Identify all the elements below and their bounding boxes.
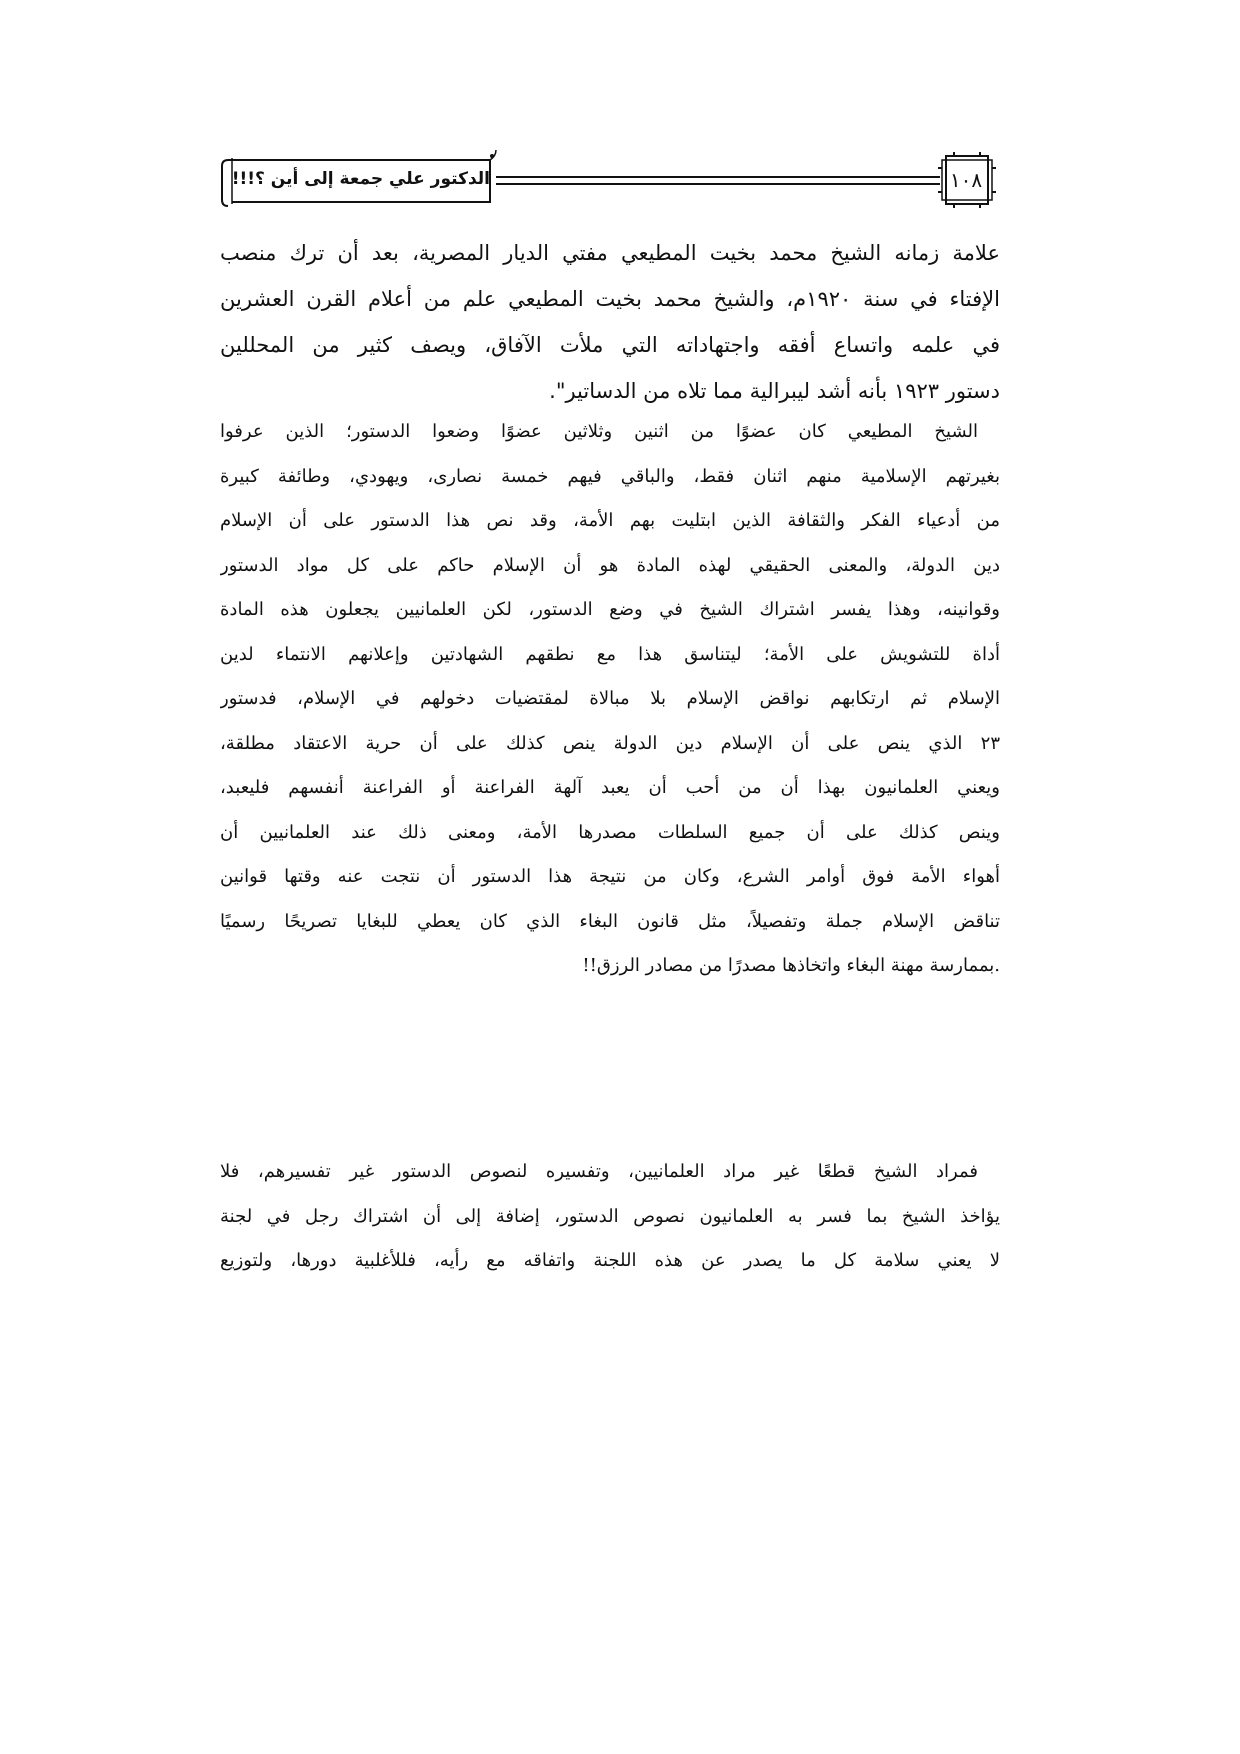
text-line: الشيخ المطيعي كان عضوًا من اثنين وثلاثين عضوًا وضعوا الدستور؛ الذين عرفوا	[220, 421, 978, 442]
text-line: من أدعياء الفكر والثقافة الذين ابتليت بهم الأمة، وقد نص هذا الدستور على أن الإسلام	[220, 510, 1000, 531]
page-header	[218, 150, 1000, 212]
text-line: ٢٣ الذي ينص على أن الإسلام دين الدولة ينص كذلك على أن حرية الاعتقاد مطلقة،	[220, 732, 1000, 754]
text-line: أداة للتشويش على الأمة؛ ليتناسق هذا مع نطقهم الشهادتين وإعلانهم الانتماء لدين	[220, 643, 1000, 665]
text-line: في علمه واتساع أفقه واجتهاداته التي ملأت الآفاق، ويصف كثير من المحللين	[220, 333, 1000, 357]
body-paragraph-2	[220, 1150, 1000, 1284]
text-line: فمراد الشيخ قطعًا غير مراد العلمانيين، وتفسيره لنصوص الدستور غير تفسيرهم، فلا	[220, 1161, 978, 1182]
text-line: دستور ١٩٢٣ بأنه أشد ليبرالية مما تلاه من الدساتير".	[549, 379, 1000, 403]
text-line: أهواء الأمة فوق أوامر الشرع، وكان من نتيجة هذا الدستور أن نتجت عنه وقتها قوانين	[220, 866, 1000, 887]
text-line: وينص كذلك على أن جميع السلطات مصدرها الأمة، ومعنى ذلك عند العلمانيين أن	[220, 821, 1000, 843]
text-line: دين الدولة، والمعنى الحقيقي لهذه المادة هو أن الإسلام حاكم على كل مواد الدستور	[220, 554, 1000, 576]
text-line: يؤاخذ الشيخ بما فسر به العلمانيون نصوص الدستور، إضافة إلى أن اشتراك رجل في لجنة	[220, 1205, 1000, 1227]
text-line: تناقض الإسلام جملة وتفصيلاً، مثل قانون البغاء الذي كان يعطي للبغايا تصريحًا رسميًا	[220, 910, 1000, 932]
page-number: ١٠٨	[949, 168, 983, 192]
text-line: علامة زمانه الشيخ محمد بخيت المطيعي مفتي الديار المصرية، بعد أن ترك منصب	[220, 241, 1000, 265]
text-line: الإسلام ثم ارتكابهم نواقض الإسلام بلا مبالاة لمقتضيات دخولهم في الإسلام، فدستور	[220, 688, 1000, 709]
text-line: ويعني العلمانيون بهذا أن من أحب أن يعبد آلهة الفراعنة أو الفراعنة أنفسهم فليعبد،	[220, 777, 1000, 798]
body-paragraph	[220, 410, 1000, 989]
text-line: .بممارسة مهنة البغاء واتخاذها مصدرًا من مصادر الرزق!!	[582, 955, 1000, 976]
intro-paragraph	[220, 230, 1000, 414]
text-line: الإفتاء في سنة ١٩٢٠م، والشيخ محمد بخيت المطيعي علم من أعلام القرن العشرين	[220, 287, 1000, 311]
text-line: وقوانينه، وهذا يفسر اشتراك الشيخ في وضع الدستور، لكن العلمانيين يجعلون هذه المادة	[220, 599, 1000, 620]
text-line: لا يعني سلامة كل ما يصدر عن هذه اللجنة واتفاقه مع رأيه، فللأغلبية دورها، ولتوزيع	[220, 1250, 1000, 1271]
text-line: بغيرتهم الإسلامية منهم اثنان فقط، والباقي فيهم خمسة نصارى، ويهودي، وطائفة كبيرة	[220, 465, 1000, 487]
running-title: الدكتور علي جمعة إلى أين ؟!!!	[231, 169, 490, 189]
